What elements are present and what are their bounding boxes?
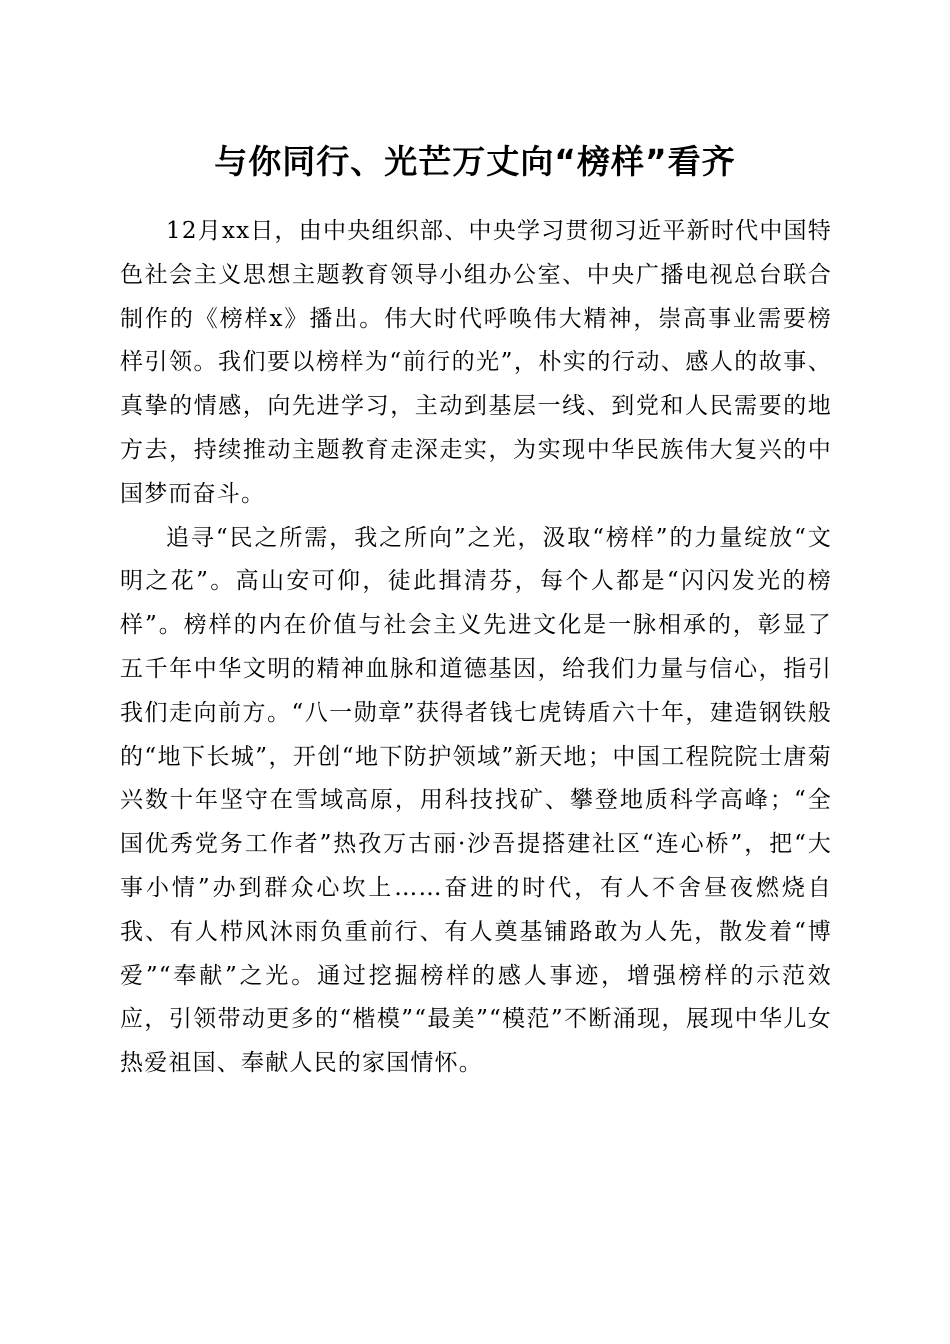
document-body (120, 210, 832, 1086)
paragraph-2: 追寻“民之所需，我之所向”之光，汲取“榜样”的力量绽放“文明之花”。高山安可仰，徒此揖清芬，每个人都是“闪闪发光的榜样”。榜样的内在价值与社会主义先进文化是一脉相承的，彰显了五千年中华文明的精神血脉和道德基因，给我们力量与信心，指引我们走向前方。“八一勋章”获得者钱七虎铸盾六十年，建造钢铁般的“地下长城”，开创“地下防护领域”新天地；中国工程院院士唐菊兴数十年坚守在雪域高原，用科技找矿、攀登地质科学高峰；“全国优秀党务工作者”热孜万古丽·沙吾提搭建社区“连心桥”，把“大事小情”办到群众心坎上……奋进的时代，有人不舍昼夜燃烧自我、有人栉风沐雨负重前行、有人奠基铺路敢为人先，散发着“博爱”“奉献”之光。通过挖掘榜样的感人事迹，增强榜样的示范效应，引领带动更多的“楷模”“最美”“模范”不断涌现，展现中华儿女热爱祖国、奉献人民的家国情怀。 (120, 524, 832, 1077)
document-title: 与你同行、光芒万丈向“榜样”看齐 (214, 142, 736, 181)
paragraph-1: 12月xx日，由中央组织部、中央学习贯彻习近平新时代中国特色社会主义思想主题教育领导小组办公室、中央广播电视总台联合制作的《榜样x》播出。伟大时代呼唤伟大精神，崇高事业需要榜样引领。我们要以榜样为“前行的光”，朴实的行动、感人的故事、真挚的情感，向先进学习，主动到基层一线、到党和人民需要的地方去，持续推动主题教育走深走实，为实现中华民族伟大复兴的中国梦而奋斗。 (120, 218, 832, 507)
